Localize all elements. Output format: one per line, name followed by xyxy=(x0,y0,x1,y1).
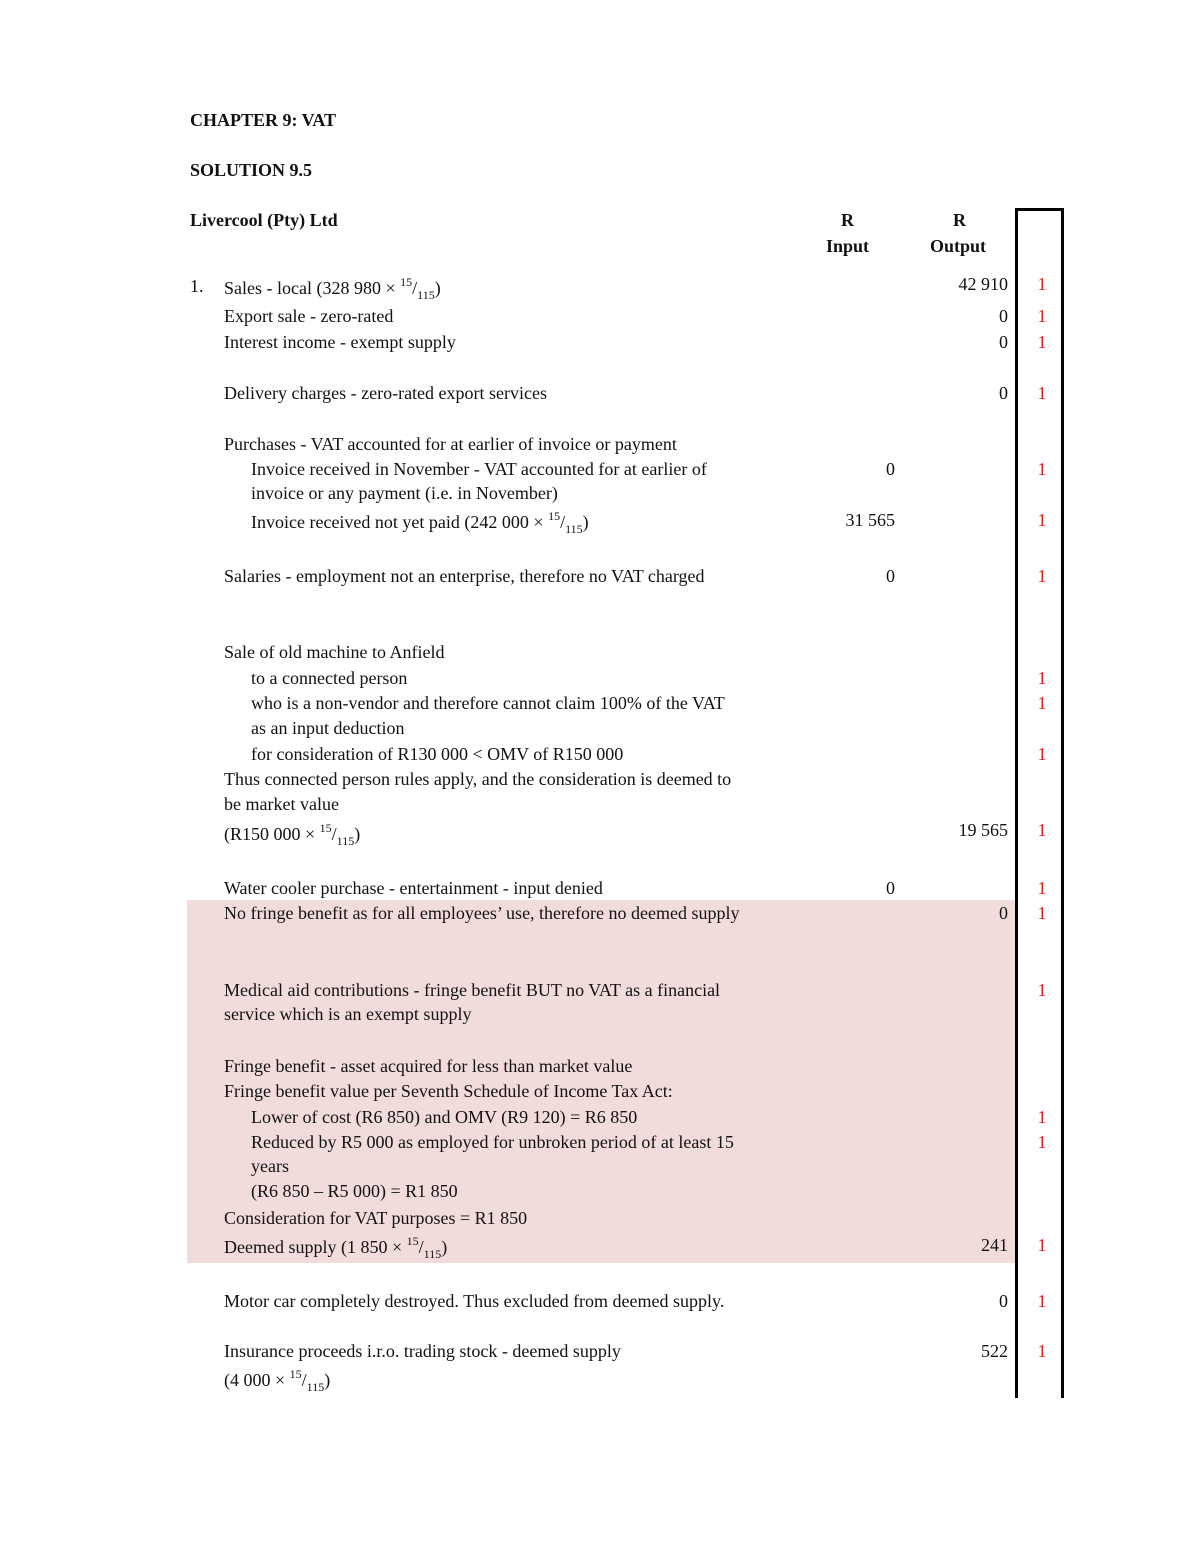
invoice-unpaid-line: Invoice received not yet paid (242 $000 \times ^{15}/_{115}$) xyxy=(251,509,589,536)
non-vendor-line-2: as an input deduction xyxy=(251,718,405,738)
lower-cost-line: Lower of cost (R6 850) and OMV (R9 120) = R6 850 xyxy=(251,1107,638,1127)
invoice-november-input-value: 0 xyxy=(886,459,895,479)
insurance-line: Insurance proceeds i.r.o. trading stock - deemed supply xyxy=(224,1341,621,1361)
mark: 1 xyxy=(1037,903,1047,923)
input-column-header: Input xyxy=(826,236,870,256)
medical-line-1: Medical aid contributions - fringe benefit BUT no VAT as a financial xyxy=(224,980,721,1000)
mark: 1 xyxy=(1037,820,1047,840)
mark: 1 xyxy=(1037,510,1047,530)
r150000-line: (R150 $000 \times ^{15}/_{115}$) xyxy=(224,821,361,848)
export-output-value: 0 xyxy=(999,306,1008,326)
delivery-output-value: 0 xyxy=(999,383,1008,403)
mark: 1 xyxy=(1037,693,1047,713)
output-currency-header: R xyxy=(953,210,966,230)
deemed-supply-output-value: 241 xyxy=(981,1235,1008,1255)
sales-local-line: Sales - local (328 $980 \times ^{15}/_{115}$) xyxy=(224,275,441,302)
chapter-title: CHAPTER 9: VAT xyxy=(190,110,337,130)
mark: 1 xyxy=(1037,1107,1047,1127)
salaries-line: Salaries - employment not an enterprise, therefore no VAT charged xyxy=(224,566,705,586)
deemed-supply-line: Deemed supply (1 $850 \times ^{15}/_{115}$) xyxy=(224,1234,448,1261)
consideration-vat-line: Consideration for VAT purposes = R1 850 xyxy=(224,1208,528,1228)
mark: 1 xyxy=(1037,1341,1047,1361)
purchases-line: Purchases - VAT accounted for at earlier of invoice or payment xyxy=(224,434,677,454)
thus-line-1: Thus connected person rules apply, and the consideration is deemed to xyxy=(224,769,732,789)
company-name: Livercool (Pty) Ltd xyxy=(190,210,338,230)
connected-person-line: to a connected person xyxy=(251,668,408,688)
thus-line-2: be market value xyxy=(224,794,339,814)
mark: 1 xyxy=(1037,668,1047,688)
insurance-output-value: 522 xyxy=(981,1341,1008,1361)
sales-output-value: 42 910 xyxy=(958,274,1008,294)
r6850-line: (R6 850 – R5 000) = R1 850 xyxy=(251,1181,458,1201)
mark: 1 xyxy=(1037,459,1047,479)
invoice-november-line-1: Invoice received in November - VAT accounted for at earlier of xyxy=(251,459,707,479)
export-sale-line: Export sale - zero-rated xyxy=(224,306,394,326)
mark: 1 xyxy=(1037,332,1047,352)
fringe-asset-line: Fringe benefit - asset acquired for less than market value xyxy=(224,1056,633,1076)
water-cooler-line: Water cooler purchase - entertainment - input denied xyxy=(224,878,603,898)
mark: 1 xyxy=(1037,1291,1047,1311)
delivery-line: Delivery charges - zero-rated export services xyxy=(224,383,548,403)
mark: 1 xyxy=(1037,383,1047,403)
medical-line-2: service which is an exempt supply xyxy=(224,1004,472,1024)
invoice-november-line-2: invoice or any payment (i.e. in November) xyxy=(251,483,558,503)
reduced-line-2: years xyxy=(251,1156,289,1176)
output-column-header: Output xyxy=(930,236,987,256)
motor-car-line: Motor car completely destroyed. Thus excluded from deemed supply. xyxy=(224,1291,725,1311)
mark: 1 xyxy=(1037,878,1047,898)
input-currency-header: R xyxy=(841,210,854,230)
interest-output-value: 0 xyxy=(999,332,1008,352)
solution-title: SOLUTION 9.5 xyxy=(190,160,313,180)
mark: 1 xyxy=(1037,306,1047,326)
consideration-line: for consideration of R130 000 < OMV of R150 000 xyxy=(251,744,624,764)
insurance-calc-line: (4 $000 \times ^{15}/_{115}$) xyxy=(224,1367,331,1394)
r150000-output-value: 19 565 xyxy=(958,820,1008,840)
sale-machine-line: Sale of old machine to Anfield xyxy=(224,642,445,662)
mark: 1 xyxy=(1037,744,1047,764)
no-fringe-line: No fringe benefit as for all employees’ use, therefore no deemed supply xyxy=(224,903,740,923)
no-fringe-output-value: 0 xyxy=(999,903,1008,923)
motor-car-output-value: 0 xyxy=(999,1291,1008,1311)
mark: 1 xyxy=(1037,274,1047,294)
salaries-input-value: 0 xyxy=(886,566,895,586)
non-vendor-line-1: who is a non-vendor and therefore cannot claim 100% of the VAT xyxy=(251,693,725,713)
mark: 1 xyxy=(1037,1132,1047,1152)
item-number: 1. xyxy=(190,276,204,296)
invoice-unpaid-input-value: 31 565 xyxy=(845,510,895,530)
mark: 1 xyxy=(1037,566,1047,586)
interest-line: Interest income - exempt supply xyxy=(224,332,456,352)
water-cooler-input-value: 0 xyxy=(886,878,895,898)
mark: 1 xyxy=(1037,1235,1047,1255)
reduced-line-1: Reduced by R5 000 as employed for unbroken period of at least 15 xyxy=(251,1132,734,1152)
fringe-value-line: Fringe benefit value per Seventh Schedule of Income Tax Act: xyxy=(224,1081,673,1101)
mark: 1 xyxy=(1037,980,1047,1000)
